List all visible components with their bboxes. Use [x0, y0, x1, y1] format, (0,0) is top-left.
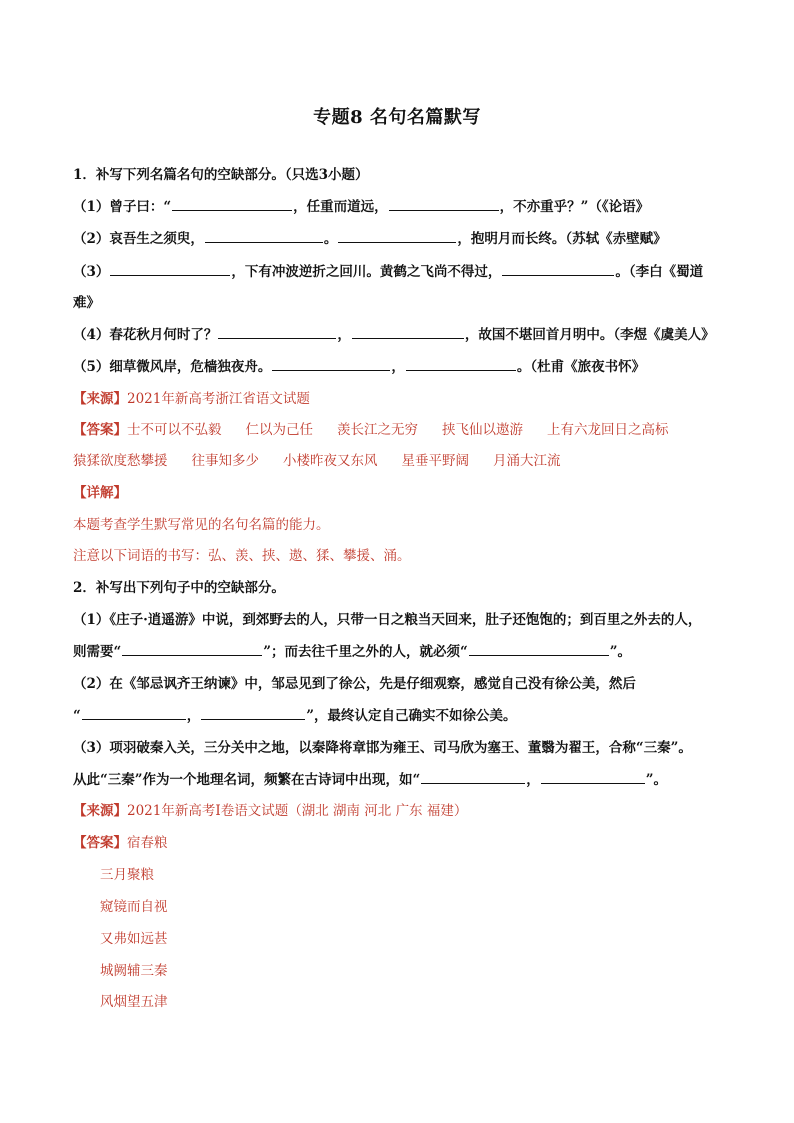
q2-answer-1: 【答案】宿春粮: [73, 835, 168, 851]
source-text: 2021年新高考Ⅰ卷语文试题（湖北 湖南 河北 广东 福建）: [127, 803, 468, 819]
q2-source: [73, 802, 753, 820]
answer-blank[interactable]: [272, 358, 390, 371]
answer-blank[interactable]: [218, 326, 336, 339]
source-text: 2021年新高考浙江省语文试题: [127, 391, 310, 407]
q2-answer-3: 窥镜而自视: [100, 899, 168, 915]
answer-blank[interactable]: [541, 771, 645, 784]
q2-s2-line2: “ ， ”，最终认定自己确实不如徐公美。: [73, 708, 517, 724]
detail-tag: 【详解】: [73, 485, 127, 501]
q2-s1-line2: 则需要“ ”；而去往千里之外的人，就必须“ ”。: [73, 644, 632, 660]
answer-blank[interactable]: [406, 358, 516, 371]
q2-answer-5: 城阙辅三秦: [100, 963, 168, 979]
q1-item-1: （1）曾子曰：“ ，任重而道远， ，不亦重乎？”（《论语》: [73, 199, 650, 215]
answer-blank[interactable]: [172, 198, 292, 211]
detail-text-2: 注意以下词语的书写：弘、羡、挟、遨、猱、攀援、涌。: [73, 548, 411, 564]
answer-blank[interactable]: [205, 230, 323, 243]
q2-answer-6: 风烟望五津: [100, 994, 168, 1010]
source-tag: 【来源】: [73, 803, 127, 819]
answer-tag: 【答案】: [73, 835, 127, 851]
q2-s2-line1: （2）在《邹忌讽齐王纳谏》中，邹忌见到了徐公，先是仔细观察，感觉自己没有徐公美，然后: [73, 676, 636, 692]
q1-item-5: （5）细草微风岸，危樯独夜舟。 ， 。（杜甫《旅夜书怀》: [73, 359, 646, 375]
answer-blank[interactable]: [421, 771, 525, 784]
q2-answer-2: 三月聚粮: [100, 867, 154, 883]
q2-prompt: 2．补写出下列句子中的空缺部分。: [73, 580, 285, 596]
answer-blank[interactable]: [469, 643, 609, 656]
answer-blank[interactable]: [352, 326, 464, 339]
q1-item-2: （2）哀吾生之须臾， 。 ，抱明月而长终。（苏轼《赤壁赋》: [73, 231, 667, 247]
answer-blank[interactable]: [82, 707, 186, 720]
q1-answers-row2: 猿猱欲度愁攀援 往事知多少 小楼昨夜又东风 星垂平野阔 月涌大江流: [73, 453, 561, 469]
q2-s3-line2: 从此“三秦”作为一个地理名词，频繁在古诗词中出现，如“ ， ”。: [73, 772, 668, 788]
answer-blank[interactable]: [122, 643, 262, 656]
answer-tag: 【答案】: [73, 422, 127, 438]
answer-blank[interactable]: [389, 198, 499, 211]
answer-blank[interactable]: [338, 230, 456, 243]
detail-text-1: 本题考查学生默写常见的名句名篇的能力。: [73, 517, 330, 533]
q1-item-4: （4）春花秋月何时了？ ， ，故国不堪回首月明中。（李煜《虞美人》: [73, 327, 715, 343]
q2-s3-line1: （3）项羽破秦入关，三分关中之地，以秦降将章邯为雍王、司马欣为塞王、董翳为翟王，合称“三秦”。: [73, 740, 692, 756]
q2-answer-4: 又弗如远甚: [100, 931, 168, 947]
source-tag: 【来源】: [73, 391, 127, 407]
q1-item-3-cont: 难》: [73, 295, 100, 311]
q1-answers-row1: 【答案】士不可以不弘毅 仁以为己任 羡长江之无穷 挟飞仙以遨游 上有六龙回日之高标: [73, 422, 669, 438]
q1-item-3: （3） ，下有冲波逆折之回川。黄鹤之飞尚不得过， 。（李白《蜀道: [73, 264, 704, 280]
q2-s1-line1: （1）《庄子·逍遥游》中说，到郊野去的人，只带一日之粮当天回来，肚子还饱饱的；到百里之外去的人，: [73, 612, 702, 628]
answer-blank[interactable]: [201, 707, 305, 720]
answer-blank[interactable]: [502, 263, 614, 276]
q1-source: [73, 390, 753, 408]
page-title: 专题8 名句名篇默写: [313, 107, 481, 128]
q1-prompt: 1．补写下列名篇名句的空缺部分。（只选3小题）: [73, 167, 369, 183]
answer-blank[interactable]: [110, 263, 230, 276]
